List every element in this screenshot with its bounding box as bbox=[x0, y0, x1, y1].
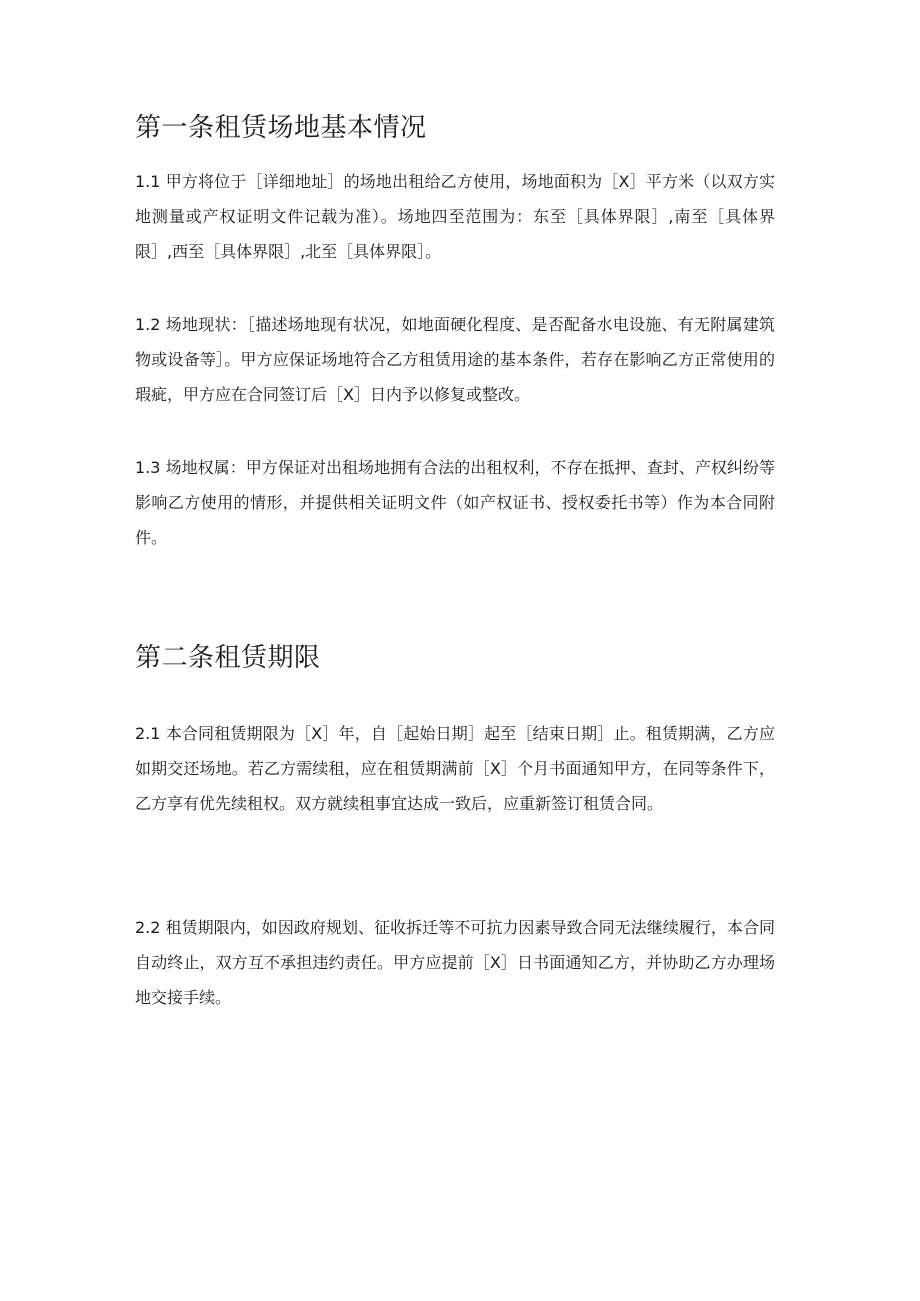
clause-2-2: 2.2 租赁期限内，如因政府规划、征收拆迁等不可抗力因素导致合同无法继续履行，本合同自动终止，双方互不承担违约责任。甲方应提前［X］日书面通知乙方，并协助乙方办理场地交接手续。 bbox=[135, 918, 775, 1007]
section-title-1: 第一条租赁场地基本情况 bbox=[135, 113, 427, 143]
clause-1-2: 1.2 场地现状：［描述场地现有状况，如地面硬化程度、是否配备水电设施、有无附属建筑物或设备等］。甲方应保证场地符合乙方租赁用途的基本条件，若存在影响乙方正常使用的瑕疵，甲方应在合同签订后［X］日内予以修复或整改。 bbox=[135, 315, 775, 404]
clause-1-3: 1.3 场地权属：甲方保证对出租场地拥有合法的出租权利，不存在抵押、查封、产权纠纷等影响乙方使用的情形，并提供相关证明文件（如产权证书、授权委托书等）作为本合同附件。 bbox=[135, 458, 775, 547]
clause-2-1: 2.1 本合同租赁期限为［X］年，自［起始日期］起至［结束日期］止。租赁期满，乙方应如期交还场地。若乙方需续租，应在租赁期满前［X］个月书面通知甲方，在同等条件下，乙方享有优先续租权。双方就续租事宜达成一致后，应重新签订租赁合同。 bbox=[135, 724, 775, 813]
clause-1-1: 1.1 甲方将位于［详细地址］的场地出租给乙方使用，场地面积为［X］平方米（以双方实地测量或产权证明文件记载为准）。场地四至范围为：东至［具体界限］,南至［具体界限］,西至［具体界限］,北至［具体界限］。 bbox=[135, 172, 775, 261]
section-title-2: 第二条租赁期限 bbox=[135, 643, 321, 673]
